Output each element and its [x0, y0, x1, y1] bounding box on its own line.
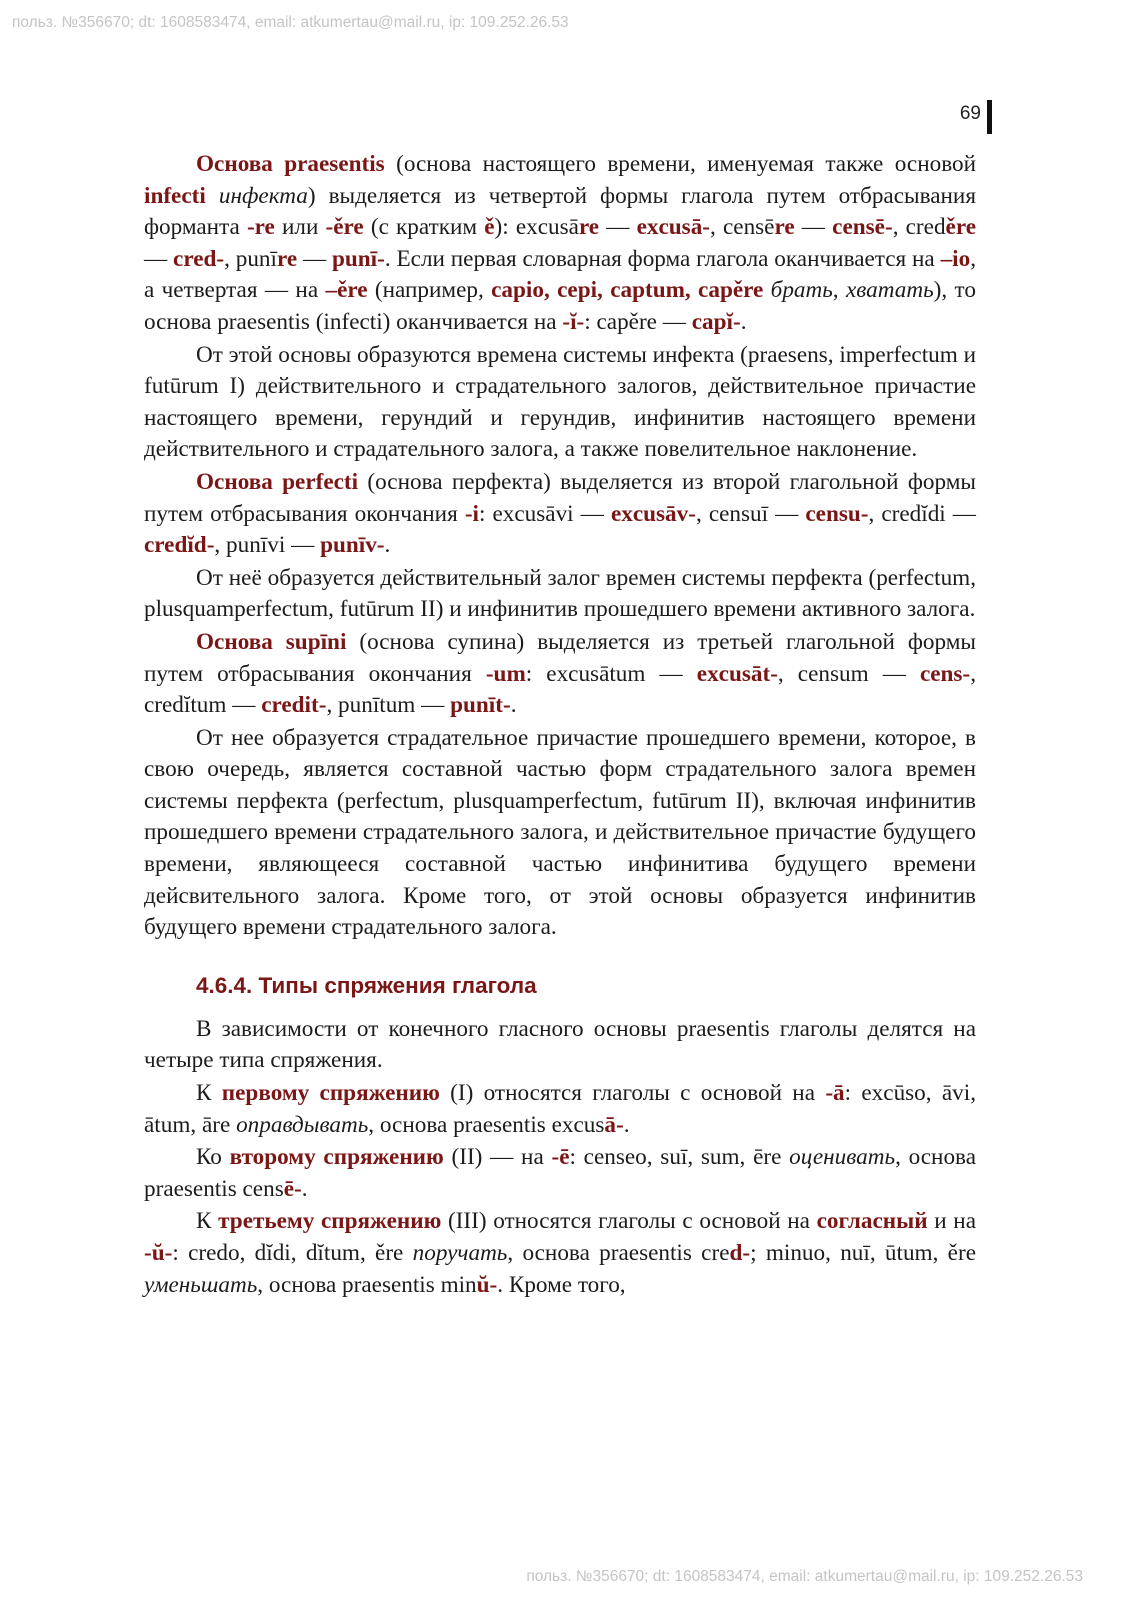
paragraph: [144, 627, 976, 722]
term-highlight: ě: [484, 214, 495, 241]
text-run: —: [599, 214, 637, 241]
translation-italic: оправдывать: [236, 1111, 369, 1138]
paragraph: [144, 1014, 976, 1077]
text-run: : capěre —: [584, 308, 692, 335]
term-highlight: -ē: [551, 1144, 570, 1171]
term-highlight: credĭd-: [144, 532, 215, 559]
term-highlight: re: [578, 214, 600, 241]
paragraph: [144, 1078, 976, 1141]
text-run: или: [274, 214, 326, 241]
term-highlight: -um: [485, 660, 526, 687]
term-highlight: Основа perfecti: [196, 468, 359, 495]
text-run: (основа перфекта) выделяется из второй глагольной формы путем отбрасывания окончания: [144, 468, 976, 527]
page-body: [144, 149, 976, 1301]
text-run: [763, 277, 770, 303]
text-run: : credo, dĭdi, dĭtum, ěre: [172, 1240, 413, 1266]
text-run: , а четвертая — на: [144, 245, 976, 304]
text-run: От этой основы образуются времена системы инфекта (praesens, imperfectum и futūrum I) действительного и страдательного залогов, действительное причастие настоящего времени, герундий и герундив, инфинитив настоящего времени действительного и страдательного залога, а также повелительное наклонение.: [144, 341, 976, 463]
text-run: ): excusā: [494, 214, 579, 241]
text-run: ) выделяется из четвертой формы глагола путем отбрасывания форманта: [144, 182, 976, 241]
text-run: .: [384, 532, 391, 559]
text-run: , основа praesentis cre: [507, 1240, 730, 1266]
text-run: ; minuo, nuī, ūtum, ěre: [750, 1240, 976, 1266]
paragraphs-block-2: [144, 1014, 976, 1301]
watermark-top: польз. №356670; dt: 1608583474, email: atkumertau@mail.ru, ip: 109.252.26.53: [12, 14, 569, 31]
term-highlight: punīt-: [450, 692, 511, 719]
term-highlight: -ěre: [325, 214, 364, 241]
paragraph: [144, 340, 976, 466]
term-highlight: -ŭ-: [144, 1240, 173, 1266]
term-highlight: credit-: [261, 692, 327, 719]
text-run: К: [196, 1208, 219, 1235]
term-highlight: capĭ-: [691, 308, 741, 335]
text-run: .: [623, 1111, 630, 1138]
text-run: (основа настоящего времени, именуемая также основой: [384, 151, 977, 177]
text-run: —: [794, 214, 833, 241]
text-run: —: [297, 245, 332, 272]
term-highlight: cred-: [173, 245, 225, 272]
text-run: , censuī —: [695, 500, 806, 527]
text-run: (II) — на: [443, 1144, 552, 1171]
translation-italic: уменьшать: [144, 1271, 258, 1298]
text-run: , punītum —: [326, 692, 451, 719]
text-run: . Кроме того,: [497, 1271, 626, 1298]
paragraph: [144, 563, 976, 626]
term-highlight: –io: [940, 245, 971, 272]
term-highlight: Основа praesentis: [196, 151, 385, 177]
term-highlight: -re: [246, 214, 275, 241]
term-highlight: третьему спряжению: [218, 1208, 442, 1235]
term-highlight: -ĭ-: [562, 308, 585, 335]
term-highlight: cens-: [919, 660, 971, 687]
text-run: (I) относятся глаголы с основой на: [439, 1080, 826, 1107]
term-highlight: censu-: [805, 500, 869, 527]
text-run: В зависимости от конечного гласного основы praesentis глаголы делятся на четыре типа спряжения.: [144, 1015, 976, 1074]
text-run: [206, 183, 219, 209]
term-highlight: –ěre: [325, 277, 368, 304]
text-run: Ко: [196, 1144, 230, 1171]
text-run: , punī: [224, 245, 277, 272]
text-run: К: [196, 1080, 222, 1107]
text-run: и на: [927, 1208, 976, 1235]
text-run: .: [740, 308, 747, 335]
text-run: (III) относятся глаголы с основой на: [441, 1208, 817, 1235]
term-highlight: censē-: [832, 214, 893, 241]
term-highlight: re: [276, 245, 298, 272]
text-run: , censē: [710, 214, 775, 241]
term-highlight: ā-: [604, 1111, 624, 1138]
text-run: : excusātum —: [525, 660, 697, 687]
translation-italic: инфекта: [218, 182, 308, 209]
term-highlight: ěre: [945, 214, 977, 241]
text-run: , cred: [892, 214, 946, 241]
term-highlight: второму спряжению: [229, 1144, 444, 1171]
term-highlight: infecti: [144, 182, 206, 209]
term-highlight: punī-: [332, 245, 385, 272]
text-run: : excusāvi —: [478, 500, 611, 527]
text-run: От неё образуется действительный залог времен системы перфекта (perfectum, plusquamperfectum, futūrum II) и инфинитив прошедшего времени активного залога.: [144, 564, 976, 623]
text-run: От нее образуется страдательное причастие прошедшего времени, которое, в свою очередь, является составной частью форм страдательного залога времен системы перфекта (perfectum, plusquamperfectum, futūrum II), включая инфинитив прошедшего времени страдательного залога, и действительное причастие будущего времени, являющееся составной частью инфинитива будущего времени дейсвительного залога. Кроме того, от этой основы образуется инфинитив будущего времени страдательного залога.: [144, 724, 976, 941]
term-highlight: re: [774, 214, 795, 241]
paragraph: [144, 467, 976, 562]
term-highlight: первому спряжению: [221, 1080, 440, 1107]
text-run: , censum —: [777, 660, 920, 687]
text-run: .: [510, 692, 517, 719]
translation-italic: брать, хватать: [770, 277, 934, 304]
text-run: , основа praesentis excus: [368, 1111, 605, 1138]
term-highlight: excusāv-: [610, 500, 696, 527]
text-run: . Если первая словарная форма глагола оканчивается на: [384, 245, 941, 272]
paragraph: [144, 1142, 976, 1205]
paragraphs-block-1: [144, 149, 976, 944]
text-run: , credĭtum —: [144, 660, 976, 719]
page-number-bar: [987, 100, 992, 134]
text-run: , основа praesentis min: [257, 1271, 477, 1298]
term-highlight: ŭ-: [476, 1271, 498, 1298]
text-run: (например,: [367, 277, 492, 304]
term-highlight: d-: [729, 1240, 751, 1266]
paragraph: [144, 723, 976, 944]
text-run: —: [144, 245, 174, 272]
text-run: .: [301, 1175, 308, 1202]
term-highlight: -i: [464, 500, 479, 527]
term-highlight: Основа supīni: [196, 628, 347, 655]
section-heading: 4.6.4. Типы спряжения глагола: [196, 972, 537, 998]
paragraph: [144, 1206, 976, 1301]
text-run: , punīvi —: [214, 532, 321, 559]
text-run: : censeo, suī, sum, ēre: [569, 1144, 790, 1171]
term-highlight: -ā: [825, 1080, 845, 1107]
text-run: (с кратким: [363, 214, 485, 241]
text-run: , credĭdi —: [868, 500, 976, 527]
term-highlight: punīv-: [320, 532, 385, 559]
watermark-bottom: польз. №356670; dt: 1608583474, email: atkumertau@mail.ru, ip: 109.252.26.53: [526, 1568, 1083, 1585]
text-run: ), то основа praesentis (infecti) оканчивается на: [144, 277, 976, 335]
term-highlight: excusāt-: [696, 660, 778, 687]
text-run: , основа praesentis cens: [144, 1144, 976, 1202]
page-number: 69: [959, 103, 981, 124]
paragraph: [144, 149, 976, 339]
term-highlight: ē-: [283, 1175, 302, 1202]
term-highlight: excusā-: [636, 214, 711, 241]
translation-italic: поручать: [412, 1240, 508, 1266]
text-run: : excūso, āvi, ātum, āre: [144, 1080, 976, 1138]
term-highlight: согласный: [816, 1208, 928, 1235]
text-run: (основа супина) выделяется из третьей глагольной формы путем отбрасывания окончания: [144, 628, 976, 687]
term-highlight: capio, cepi, captum, capěre: [491, 277, 764, 304]
translation-italic: оценивать: [789, 1144, 896, 1171]
